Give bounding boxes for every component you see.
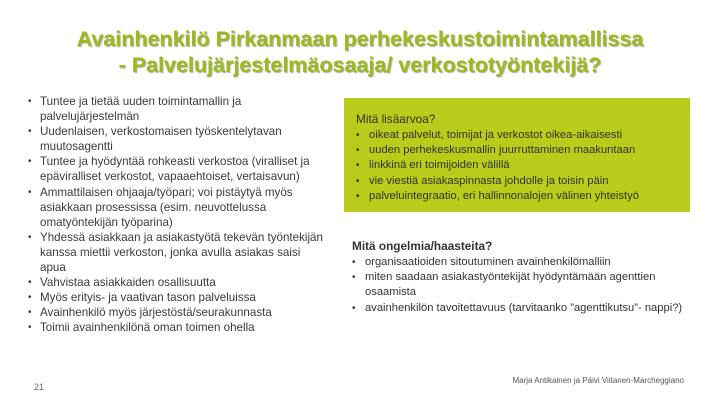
list-item: • Tuntee ja tietää uuden toimintamallin ja palvelujärjestelmän (26, 94, 326, 124)
list-item: • organisaatioiden sitoutuminen avainhenkilömalliin (352, 255, 698, 270)
list-item: • vie viestiä asiakaspinnasta johdolle ja toisin päin (356, 174, 690, 189)
slide-title (20, 26, 700, 78)
slide-title-line-2: - Palvelujärjestelmäosaaja/ verkostotyöntekijä? (118, 53, 602, 77)
list-item: • Toimii avainhenkilönä oman toimen ohella (26, 320, 326, 335)
value-bullet-list (356, 128, 690, 204)
list-item: • Avainhenkilö myös järjestöstä/seurakunnasta (26, 305, 326, 320)
list-item: • Tuntee ja hyödyntää rohkeasti verkostoa (viralliset ja epäviralliset verkostot, vapaaehtoiset, vertaisavun) (26, 154, 326, 184)
avainhenkilo-bullet-list (26, 94, 326, 336)
author-credit: Marja Antikainen ja Päivi Viitanen-Marcheggiano (512, 376, 684, 385)
list-item: • Uudenlaisen, verkostomaisen työskentelytavan muutosagentti (26, 124, 326, 154)
list-item: • Yhdessä asiakkaan ja asiakastyötä tekevän työntekijän kanssa miettii verkoston, jonka avulla asiakas saisi apua (26, 230, 326, 275)
issues-bullet-list (352, 255, 698, 316)
list-item: • Myös erityis- ja vaativan tason palveluissa (26, 290, 326, 305)
list-item: • oikeat palvelut, toimijat ja verkostot oikea-aikaisesti (356, 128, 690, 143)
list-item: • avainhenkilön tavoitettavuus (tarvitaanko ”agenttikutsu”- nappi?) (352, 301, 698, 316)
list-item: • Vahvistaa asiakkaiden osallisuutta (26, 275, 326, 290)
list-item: • uuden perhekeskusmallin juurruttaminen maakuntaan (356, 143, 690, 158)
value-box-title: Mitä lisäarvoa? (356, 112, 436, 126)
issues-title: Mitä ongelmia/haasteita? (352, 239, 493, 253)
list-item: • miten saadaan asiakastyöntekijät hyödyntämään agenttien osaamista (352, 270, 698, 300)
list-item: • Ammattilaisen ohjaaja/työpari; voi pistäytyä myös asiakkaan prosessissa (esim. neuvottelussa omatyöntekijän työparina) (26, 185, 326, 230)
list-item: • linkkinä eri toimijoiden välillä (356, 158, 690, 173)
slide-title-line-1: Avainhenkilö Pirkanmaan perhekeskustoimintamallissa (76, 27, 644, 51)
list-item: • palveluintegraatio, eri hallinnonalojen välinen yhteistyö (356, 189, 690, 204)
page-number: 21 (34, 382, 45, 392)
